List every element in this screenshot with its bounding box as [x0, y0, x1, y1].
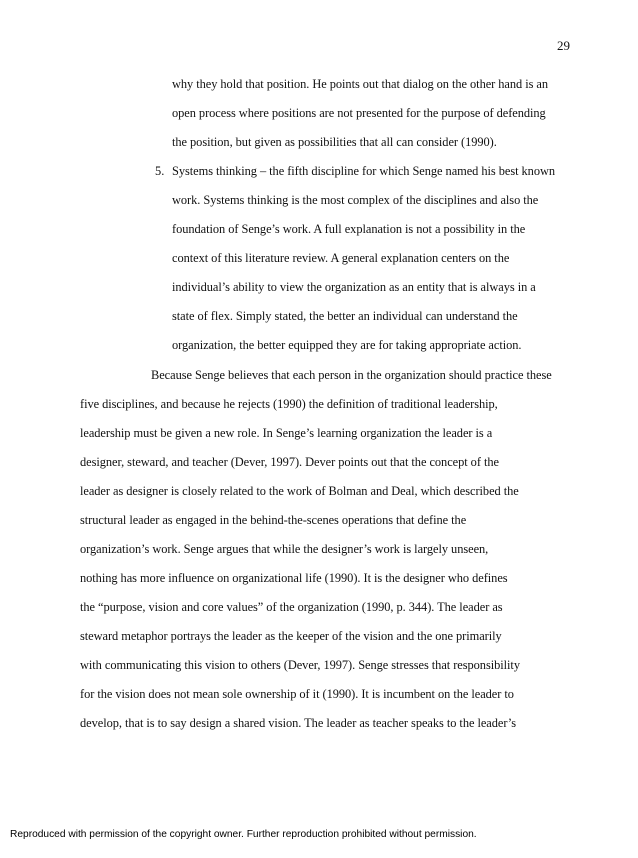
text-line: the “purpose, vision and core values” of the organization (1990, p. 344). The leader as [80, 600, 503, 614]
text-line: leadership must be given a new role. In Senge’s learning organization the leader is a [80, 426, 493, 440]
text-line: develop, that is to say design a shared vision. The leader as teacher speaks to the leader’s [80, 716, 517, 730]
text-line: Because Senge believes that each person in the organization should practice these [151, 368, 552, 382]
text-line: leader as designer is closely related to the work of Bolman and Deal, which described the [80, 484, 519, 498]
text-line: the position, but given as possibilities that all can consider (1990). [172, 135, 497, 149]
copyright-footer: Reproduced with permission of the copyright owner. Further reproduction prohibited without permission. [10, 829, 477, 840]
text-line: designer, steward, and teacher (Dever, 1997). Dever points out that the concept of the [80, 455, 499, 469]
text-line: work. Systems thinking is the most complex of the disciplines and also the [172, 193, 539, 207]
text-line: open process where positions are not presented for the purpose of defending [172, 106, 546, 120]
text-line: why they hold that position. He points out that dialog on the other hand is an [172, 77, 549, 91]
text-line: foundation of Senge’s work. A full explanation is not a possibility in the [172, 222, 526, 236]
list-number: 5. [155, 164, 165, 178]
text-line: five disciplines, and because he rejects (1990) the definition of traditional leadership, [80, 397, 498, 411]
text-line: organization, the better equipped they are for taking appropriate action. [172, 338, 522, 352]
text-line: Systems thinking – the fifth discipline for which Senge named his best known [172, 164, 556, 178]
text-line: structural leader as engaged in the behind-the-scenes operations that define the [80, 513, 467, 527]
text-line: organization’s work. Senge argues that while the designer’s work is largely unseen, [80, 542, 489, 556]
text-line: nothing has more influence on organizational life (1990). It is the designer who defines [80, 571, 508, 585]
text-line: for the vision does not mean sole ownership of it (1990). It is incumbent on the leader to [80, 687, 514, 701]
text-line: steward metaphor portrays the leader as the keeper of the vision and the one primarily [80, 629, 502, 643]
text-line: state of flex. Simply stated, the better an individual can understand the [172, 309, 518, 323]
text-line: with communicating this vision to others (Dever, 1997). Senge stresses that responsibility [80, 658, 520, 672]
text-line: context of this literature review. A general explanation centers on the [172, 251, 510, 265]
page-number: 29 [557, 38, 570, 53]
text-line: individual’s ability to view the organization as an entity that is always in a [172, 280, 536, 294]
